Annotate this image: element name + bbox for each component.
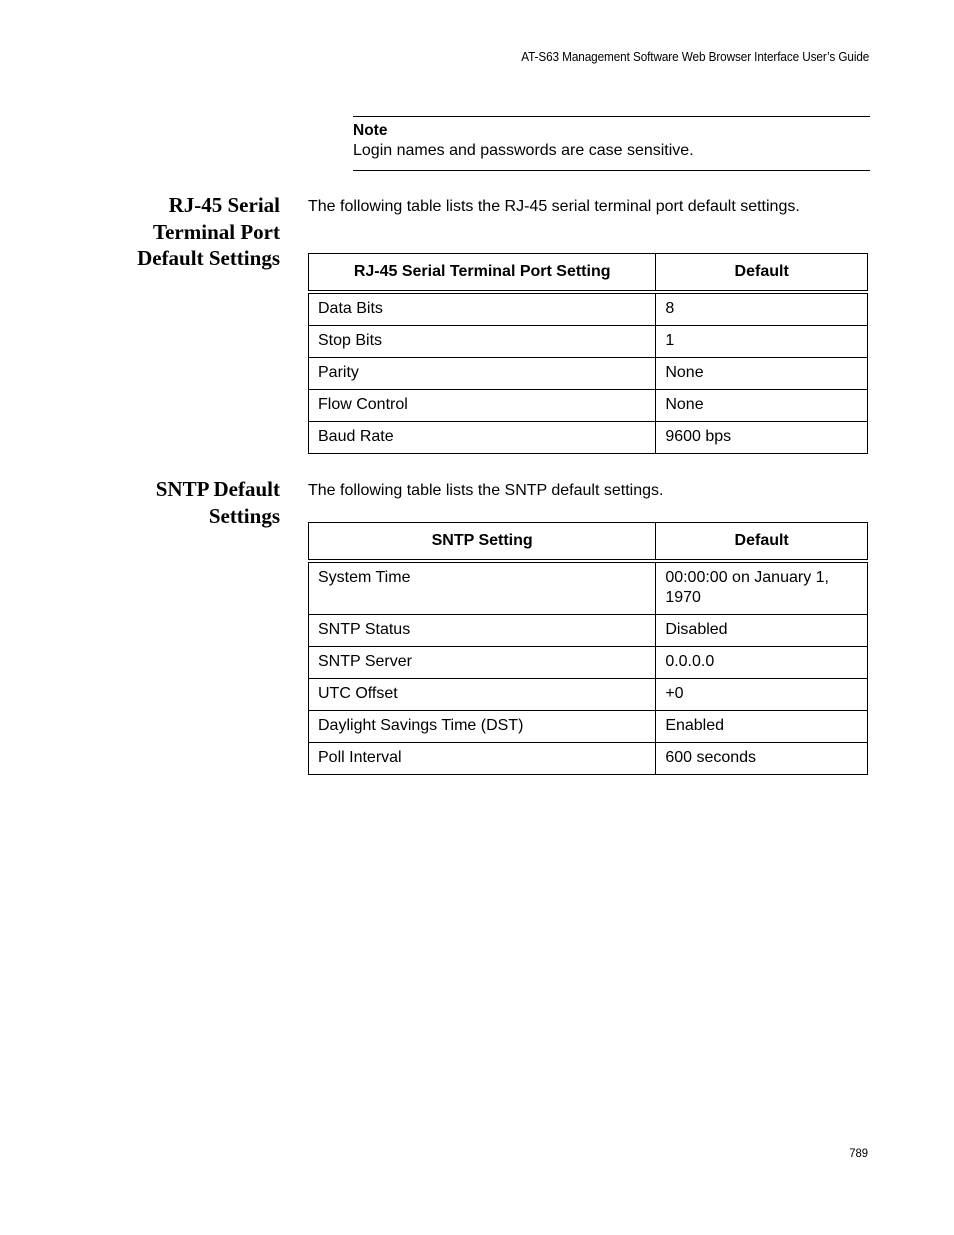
setting-cell: System Time bbox=[309, 561, 656, 615]
rj45-section-heading bbox=[137, 192, 280, 272]
default-cell: 00:00:00 on January 1, 1970 bbox=[656, 561, 868, 615]
table-row bbox=[309, 358, 868, 390]
page-number: 789 bbox=[849, 1146, 868, 1160]
sntp-heading-line-2: Settings bbox=[208, 503, 280, 528]
default-cell: 9600 bps bbox=[656, 422, 868, 454]
default-cell: None bbox=[656, 390, 868, 422]
setting-cell: Poll Interval bbox=[309, 743, 656, 775]
default-cell: 0.0.0.0 bbox=[656, 647, 868, 679]
column-header-setting: RJ-45 Serial Terminal Port Setting bbox=[309, 254, 656, 293]
default-cell: 1 bbox=[656, 326, 868, 358]
column-header-default: Default bbox=[656, 254, 868, 293]
rj45-heading-line-2: Terminal Port bbox=[153, 219, 280, 244]
setting-cell: Daylight Savings Time (DST) bbox=[309, 711, 656, 743]
default-cell: 8 bbox=[656, 292, 868, 326]
default-cell: None bbox=[656, 358, 868, 390]
rj45-intro-text: The following table lists the RJ-45 serial terminal port default settings. bbox=[308, 198, 800, 215]
sntp-intro-text: The following table lists the SNTP default settings. bbox=[308, 482, 664, 499]
rj45-heading-line-3: Default Settings bbox=[137, 246, 280, 270]
table-row bbox=[309, 422, 868, 454]
note-title: Note bbox=[353, 122, 388, 139]
table-row bbox=[309, 390, 868, 422]
table-row bbox=[309, 679, 868, 711]
default-cell: +0 bbox=[656, 679, 868, 711]
setting-cell: Baud Rate bbox=[309, 422, 656, 454]
setting-cell: UTC Offset bbox=[309, 679, 656, 711]
note-body: Login names and passwords are case sensitive. bbox=[353, 142, 694, 159]
table-row bbox=[309, 326, 868, 358]
table-row bbox=[309, 292, 868, 326]
setting-cell: Parity bbox=[309, 358, 656, 390]
column-header-default: Default bbox=[656, 523, 868, 562]
column-header-setting: SNTP Setting bbox=[309, 523, 656, 562]
table-row bbox=[309, 615, 868, 647]
table-header-row bbox=[309, 254, 868, 293]
rj45-heading-line-1: RJ-45 Serial bbox=[168, 193, 280, 217]
note-box bbox=[353, 116, 870, 171]
table-row bbox=[309, 561, 868, 615]
running-header: AT-S63 Management Software Web Browser Interface User’s Guide bbox=[520, 50, 869, 64]
sntp-section-heading bbox=[156, 476, 280, 529]
setting-cell: SNTP Status bbox=[309, 615, 656, 647]
setting-cell: Stop Bits bbox=[309, 326, 656, 358]
table-row bbox=[309, 743, 868, 775]
table-row bbox=[309, 711, 868, 743]
default-cell: Enabled bbox=[656, 711, 868, 743]
setting-cell: Data Bits bbox=[309, 292, 656, 326]
default-cell: 600 seconds bbox=[656, 743, 868, 775]
default-cell: Disabled bbox=[656, 615, 868, 647]
table-header-row bbox=[309, 523, 868, 562]
sntp-heading-line-1: SNTP Default bbox=[155, 477, 280, 501]
rj45-settings-table bbox=[308, 253, 868, 454]
sntp-settings-table bbox=[308, 522, 868, 775]
setting-cell: SNTP Server bbox=[309, 647, 656, 679]
table-row bbox=[309, 647, 868, 679]
setting-cell: Flow Control bbox=[309, 390, 656, 422]
